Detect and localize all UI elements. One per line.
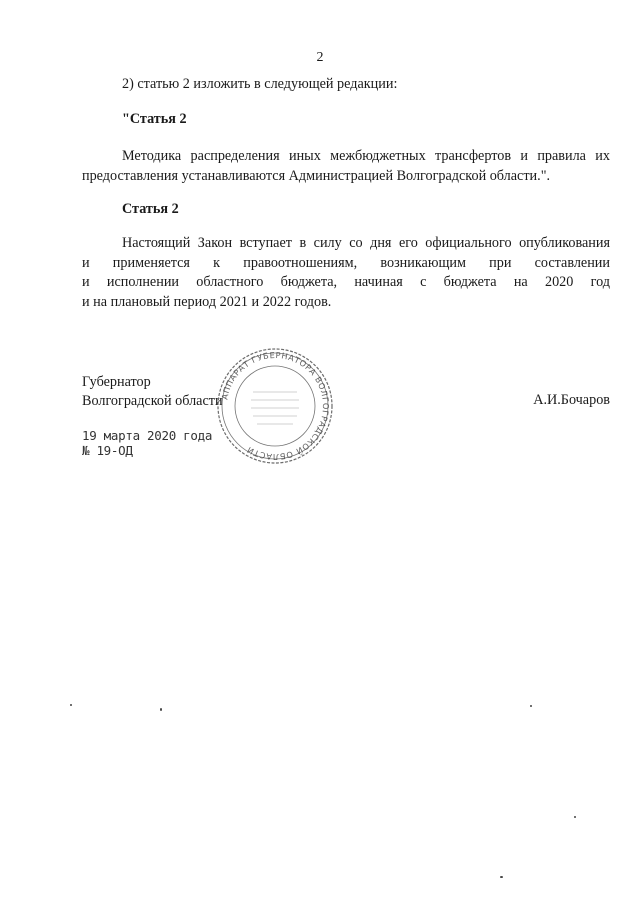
item-2-text: 2) статью 2 изложить в следующей редакции:: [122, 76, 398, 92]
seal-outer-text: АППАРАТ ГУБЕРНАТОРА ВОЛГОГРАДСКОЙ ОБЛАСТИ: [219, 349, 332, 463]
scan-speck: [530, 705, 532, 707]
scan-speck: [160, 708, 162, 711]
quoted-article-text: Методика распределения иных межбюджетных трансфертов и правила их предоставления устанавливаются Администрацией Волгоградской области.".: [82, 148, 610, 184]
article-line-4: и на плановый период 2021 и 2022 годов.: [82, 293, 332, 310]
quoted-article-heading: "Статья 2: [122, 111, 187, 127]
scan-speck: [574, 816, 576, 818]
date-stamp: 19 марта 2020 года: [82, 428, 213, 443]
article-body: [82, 234, 610, 312]
article-line-2: и применяется к правоотношениям, возникающим при составлении: [82, 254, 610, 271]
signature-title-line-1: Губернатор: [82, 374, 151, 390]
article-heading: Статья 2: [122, 201, 179, 217]
scan-speck: [70, 704, 72, 706]
article-line-3: и исполнении областного бюджета, начиная с бюджета на 2020 год: [82, 274, 610, 290]
official-seal: [215, 346, 335, 466]
svg-text:АППАРАТ ГУБЕРНАТОРА ВОЛГОГРАДС: [219, 350, 331, 462]
article-line-1: Настоящий Закон вступает в силу со дня его официального опубликования: [122, 235, 610, 251]
page-number: 2: [316, 50, 324, 65]
signature-title-line-2: Волгоградской области: [82, 393, 223, 409]
signature-name: А.И.Бочаров: [533, 392, 610, 408]
number-stamp: № 19-ОД: [82, 443, 133, 458]
scan-speck: [500, 876, 503, 878]
signature-title: [82, 373, 223, 411]
